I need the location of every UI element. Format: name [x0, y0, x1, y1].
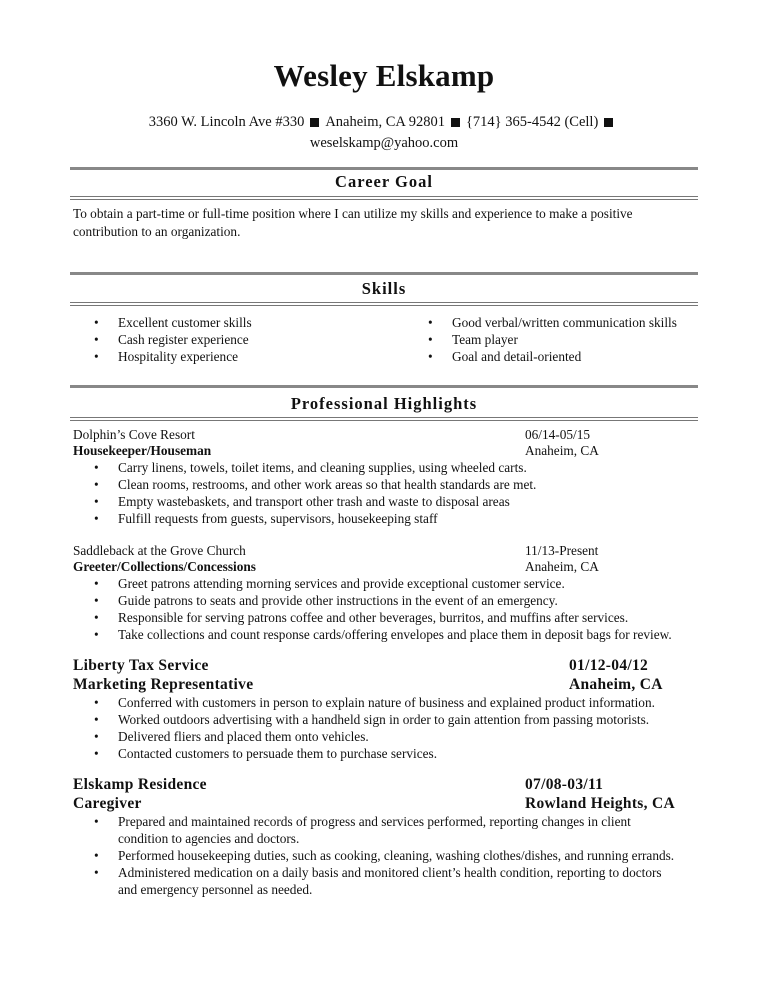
career-goal-line: contribution to an organization.: [73, 224, 241, 239]
duty-item: • Conferred with customers in person to explain nature of business and explained product information.: [73, 694, 693, 711]
divider: [70, 272, 698, 275]
job-dates: 01/12-04/12: [569, 657, 649, 674]
phone: {714} 365-4542 (Cell): [465, 114, 599, 130]
job-dates: 06/14-05/15: [525, 427, 591, 442]
job-header: [73, 675, 693, 694]
duty-item: [73, 813, 693, 847]
skills-title: Skills: [361, 279, 407, 298]
job-org: Saddleback at the Grove Church: [73, 543, 246, 558]
resume-name: Wesley Elskamp: [273, 58, 495, 93]
job-role: Housekeeper/Houseman: [73, 443, 212, 458]
job-duties: [73, 813, 693, 898]
job-duties: [73, 694, 693, 762]
job-entry: [73, 775, 693, 898]
job-location: Anaheim, CA: [525, 443, 599, 458]
duty-item: • Clean rooms, restrooms, and other work areas so that health standards are met.: [73, 476, 693, 493]
duty-item: • Empty wastebaskets, and transport other trash and waste to disposal areas: [73, 493, 693, 510]
skills-list-right: [428, 314, 677, 365]
divider: [70, 385, 698, 388]
job-location: Anaheim, CA: [525, 559, 599, 574]
job-duties: [73, 459, 693, 527]
skill-item: • Team player: [428, 331, 677, 348]
job-header: [73, 775, 693, 794]
divider: [70, 196, 698, 197]
job-entry: [73, 656, 693, 762]
duty-item: [73, 864, 693, 898]
skill-item: • Cash register experience: [94, 331, 252, 348]
skill-item: • Good verbal/written communication skills: [428, 314, 677, 331]
duty-item: • Delivered fliers and placed them onto vehicles.: [73, 728, 693, 745]
job-role: Marketing Representative: [73, 676, 254, 693]
job-header: [73, 656, 693, 675]
duty-line: condition to agencies and doctors.: [118, 831, 300, 846]
skills-list-left: [94, 314, 252, 365]
duty-item: • Responsible for serving patrons coffee and other beverages, burritos, and muffins after services.: [73, 609, 693, 626]
divider: [70, 420, 698, 421]
job-location: Anaheim, CA: [569, 676, 663, 693]
square-bullet-icon: [451, 118, 460, 127]
job-org: Dolphin’s Cove Resort: [73, 427, 195, 442]
duty-item: • Contacted customers to persuade them to purchase services.: [73, 745, 693, 762]
duty-item: • Carry linens, towels, toilet items, and cleaning supplies, using wheeled carts.: [73, 459, 693, 476]
duty-item: • Performed housekeeping duties, such as cooking, cleaning, washing clothes/dishes, and running errands.: [73, 847, 693, 864]
job-entry: [73, 427, 693, 527]
job-header: [73, 559, 693, 575]
job-header: [73, 443, 693, 459]
job-dates: 11/13-Present: [525, 543, 599, 558]
career-goal-line: To obtain a part-time or full-time position where I can utilize my skills and experience to make a positive: [73, 206, 633, 221]
divider: [70, 167, 698, 170]
city: Anaheim, CA 92801: [325, 114, 445, 130]
career-goal-title: Career Goal: [335, 172, 433, 191]
career-goal-text: [73, 205, 693, 241]
contact-line: [0, 114, 768, 131]
duty-item: • Greet patrons attending morning services and provide exceptional customer service.: [73, 575, 693, 592]
job-header: [73, 794, 693, 813]
square-bullet-icon: [310, 118, 319, 127]
email: weselskamp@yahoo.com: [309, 135, 459, 151]
job-header: [73, 543, 693, 559]
job-header: [73, 427, 693, 443]
divider: [70, 305, 698, 306]
skill-item: • Excellent customer skills: [94, 314, 252, 331]
job-role: Greeter/Collections/Concessions: [73, 559, 256, 574]
address: 3360 W. Lincoln Ave #330: [148, 114, 305, 130]
duty-item: • Take collections and count response cards/offering envelopes and place them in deposit bags for review.: [73, 626, 693, 643]
duty-line: Prepared and maintained records of progress and services performed, reporting changes in client: [118, 814, 631, 829]
job-org: Liberty Tax Service: [73, 657, 209, 674]
divider: [70, 199, 698, 200]
duty-item: • Worked outdoors advertising with a handheld sign in order to gain attention from passing motorists.: [73, 711, 693, 728]
job-duties: [73, 575, 693, 643]
square-bullet-icon: [604, 118, 613, 127]
divider: [70, 302, 698, 303]
job-role: Caregiver: [73, 795, 142, 812]
duty-line: Administered medication on a daily basis and monitored client’s health condition, reporting to doctors: [118, 865, 662, 880]
skill-item: • Goal and detail-oriented: [428, 348, 677, 365]
duty-item: • Fulfill requests from guests, supervisors, housekeeping staff: [73, 510, 693, 527]
duty-item: • Guide patrons to seats and provide other instructions in the event of an emergency.: [73, 592, 693, 609]
job-entry: [73, 543, 693, 643]
job-org: Elskamp Residence: [73, 776, 207, 793]
skill-item: • Hospitality experience: [94, 348, 252, 365]
divider: [70, 417, 698, 418]
duty-line: and emergency personnel as needed.: [118, 882, 313, 897]
job-location: Rowland Heights, CA: [525, 795, 675, 812]
professional-highlights-title: Professional Highlights: [290, 394, 478, 413]
job-dates: 07/08-03/11: [525, 776, 604, 793]
